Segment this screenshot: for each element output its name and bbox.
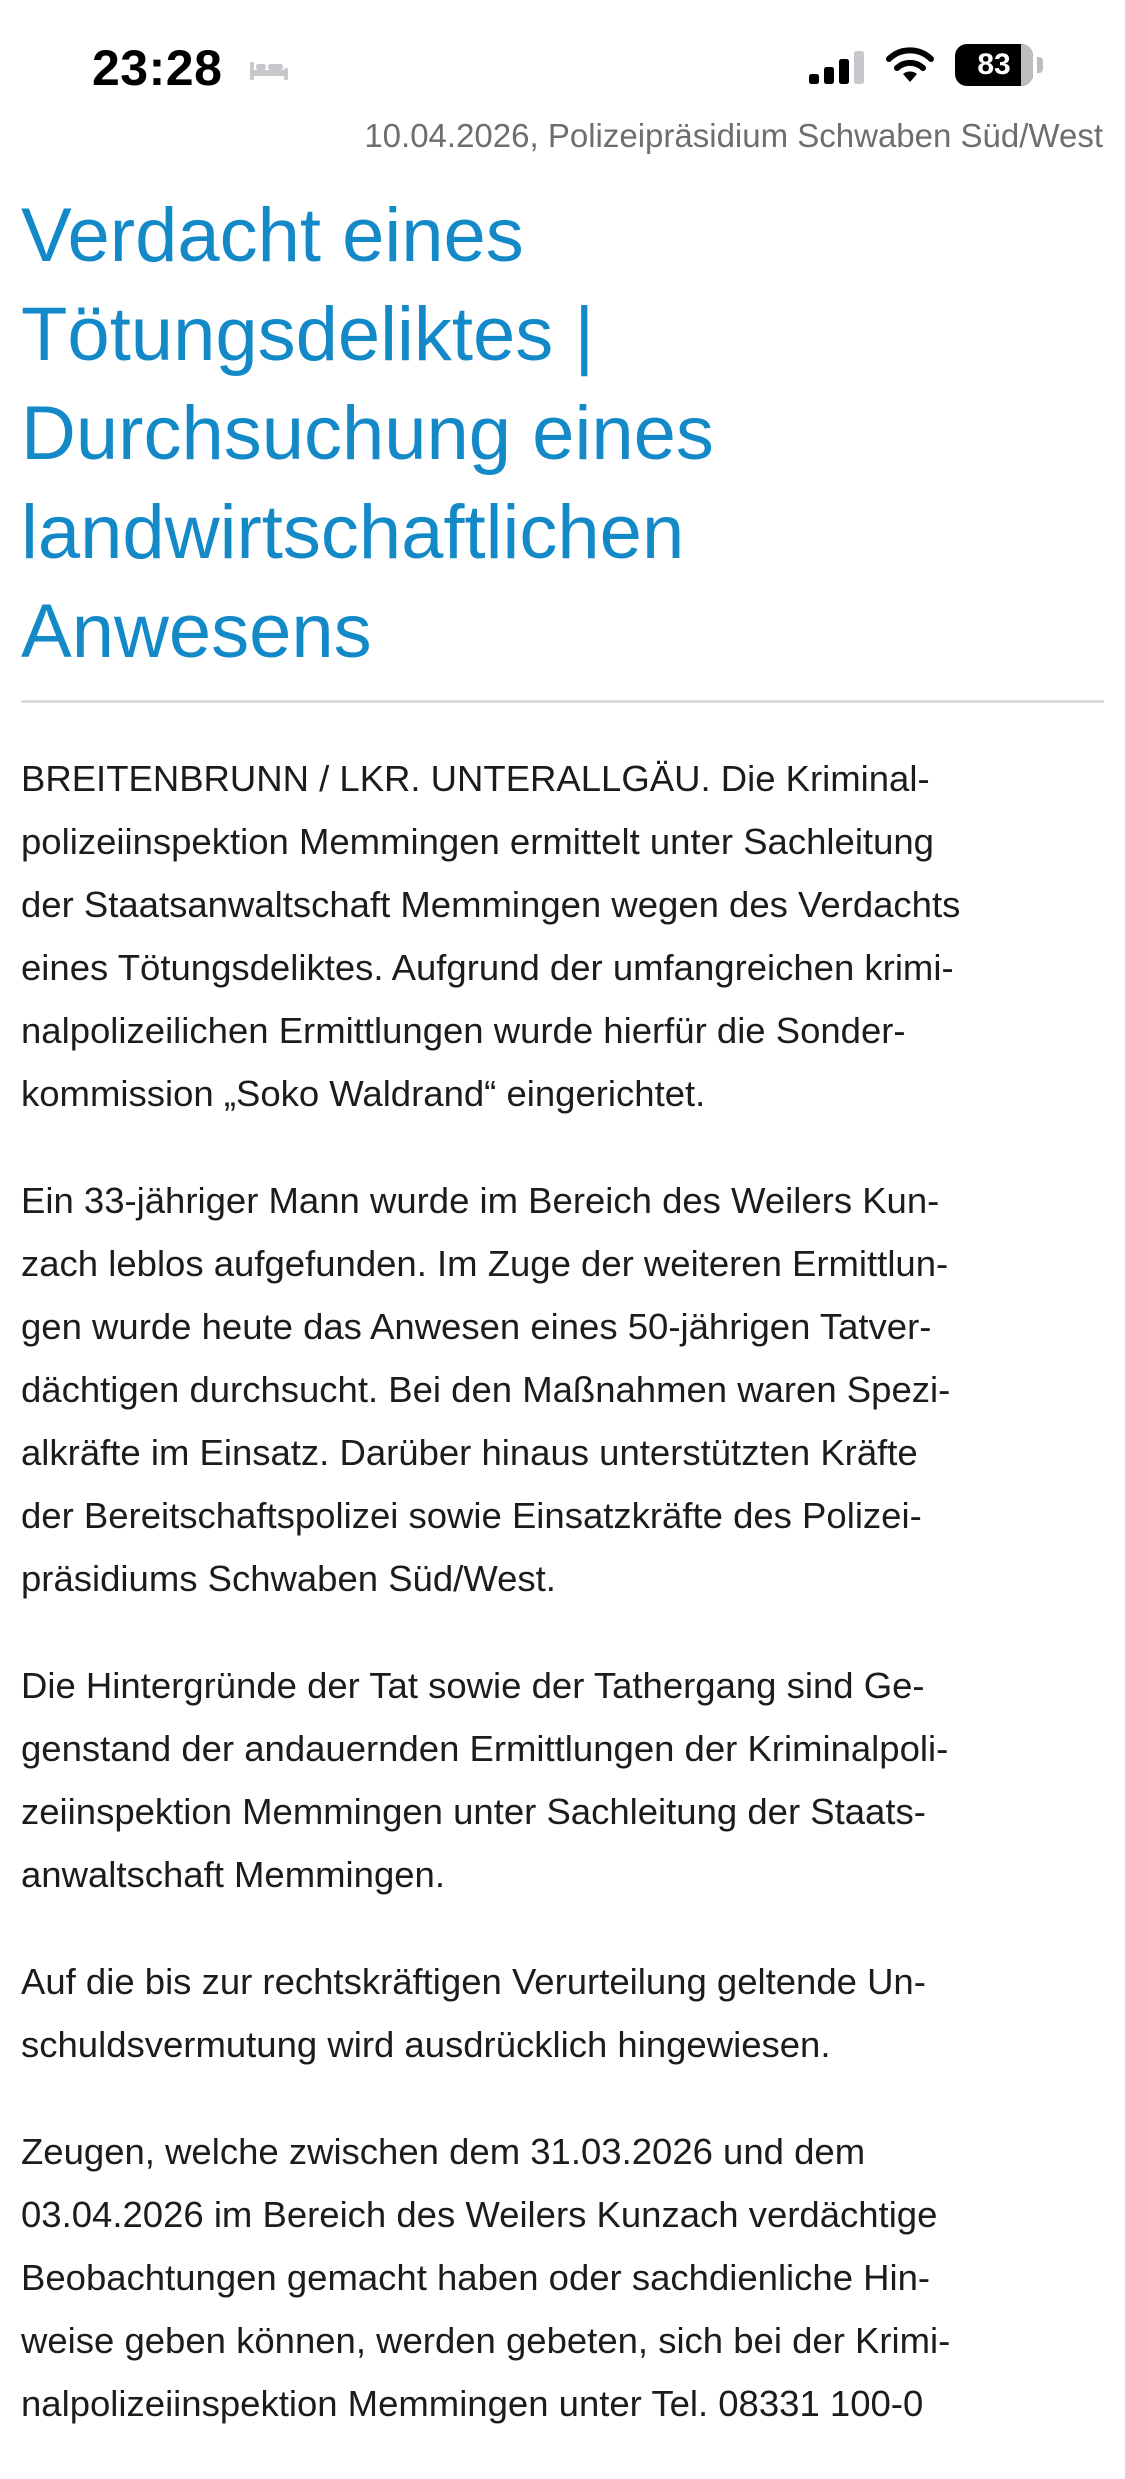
title-line: Tötungsdeliktes |	[21, 292, 595, 377]
text-line: Ein 33-jähriger Mann wurde im Bereich des Weilers Kun-	[21, 1180, 940, 1221]
text-line: BREITENBRUNN / LKR. UNTERALLGÄU. Die Kriminal-	[21, 758, 930, 799]
title-line: Durchsuchung eines	[21, 391, 714, 476]
article-meta: 10.04.2026, Polizeipräsidium Schwaben Süd/West	[364, 117, 1103, 154]
paragraph-background	[21, 1654, 1107, 1906]
article-title	[21, 186, 1101, 681]
bed-icon	[248, 56, 290, 82]
text-line: schuldsvermutung wird ausdrücklich hingewiesen.	[21, 2024, 831, 2065]
text-line: Die Hintergründe der Tat sowie der Tathergang sind Ge-	[21, 1665, 925, 1706]
paragraph-findings	[21, 1169, 1107, 1610]
text-line: zeiinspektion Memmingen unter Sachleitung der Staats-	[21, 1791, 926, 1832]
text-line: alkräfte im Einsatz. Darüber hinaus unterstützten Kräfte	[21, 1432, 918, 1473]
status-bar	[0, 0, 1125, 132]
title-line: Verdacht eines	[21, 193, 524, 278]
text-line: polizeiinspektion Memmingen ermittelt unter Sachleitung	[21, 821, 934, 862]
text-line: weise geben können, werden gebeten, sich bei der Krimi-	[21, 2320, 951, 2361]
text-line: nalpolizeilichen Ermittlungen wurde hierfür die Sonder-	[21, 1010, 906, 1051]
battery-icon	[955, 44, 1047, 86]
paragraph-witnesses	[21, 2120, 1107, 2435]
text-line: präsidiums Schwaben Süd/West.	[21, 1558, 556, 1599]
title-line: Anwesens	[21, 589, 372, 674]
text-line: zach leblos aufgefunden. Im Zuge der weiteren Ermittlun-	[21, 1243, 949, 1284]
text-line: Zeugen, welche zwischen dem 31.03.2026 und dem	[21, 2131, 866, 2172]
paragraph-presumption	[21, 1950, 1107, 2076]
text-line: Auf die bis zur rechtskräftigen Verurteilung geltende Un-	[21, 1961, 926, 2002]
text-line: eines Tötungsdeliktes. Aufgrund der umfangreichen krimi-	[21, 947, 954, 988]
text-line: kommission „Soko Waldrand“ eingerichtet.	[21, 1073, 706, 1114]
text-line: 03.04.2026 im Bereich des Weilers Kunzach verdächtige	[21, 2194, 938, 2235]
battery-cap	[1037, 57, 1043, 73]
text-line: Beobachtungen gemacht haben oder sachdienliche Hin-	[21, 2257, 931, 2298]
battery-body	[955, 44, 1033, 86]
text-line: genstand der andauernden Ermittlungen der Kriminalpoli-	[21, 1728, 949, 1769]
text-line: nalpolizeiinspektion Memmingen unter Tel. 08331 100-0	[21, 2383, 924, 2424]
text-line: gen wurde heute das Anwesen eines 50-jährigen Tatver-	[21, 1306, 932, 1347]
wifi-icon	[884, 46, 936, 84]
text-line: der Staatsanwaltschaft Memmingen wegen des Verdachts	[21, 884, 961, 925]
title-divider	[21, 700, 1104, 703]
signal-icon	[808, 50, 868, 84]
paragraph-intro	[21, 747, 1107, 1125]
battery-level: 83	[977, 48, 1011, 81]
status-time: 23:28	[92, 40, 223, 96]
text-line: dächtigen durchsucht. Bei den Maßnahmen waren Spezi-	[21, 1369, 951, 1410]
title-line: landwirtschaftlichen	[21, 490, 685, 575]
text-line: anwaltschaft Memmingen.	[21, 1854, 445, 1895]
article-body	[21, 747, 1107, 2479]
text-line: der Bereitschaftspolizei sowie Einsatzkräfte des Polizei-	[21, 1495, 922, 1536]
